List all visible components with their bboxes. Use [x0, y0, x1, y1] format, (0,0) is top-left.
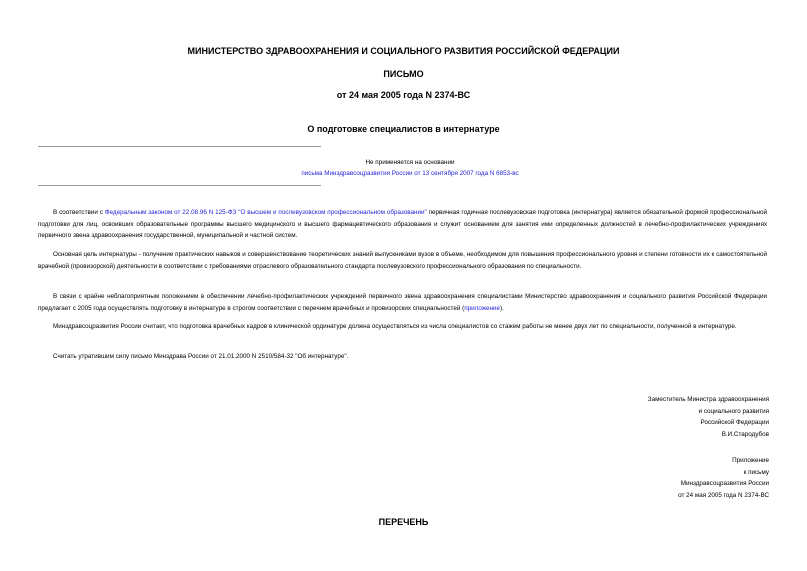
appendix-link[interactable]: приложение: [464, 304, 501, 312]
paragraph-text: первичная годичная послевузовская подготовка (интернатура) является обязательной формой профессиональной подготовки для лиц, освоивших образовательные программы высшего медицинского и высшего фармацевтического образования и служит основанием для занятия ими определенных должностей в лечебно-профилактических учреждениях первичного звена здравоохранения государственной, муниципальной и частной систем.: [38, 209, 767, 240]
signature-line: Заместитель Министра здравоохранения: [647, 396, 769, 403]
status-note-text: Не применяется на основании: [365, 159, 455, 166]
status-note-link[interactable]: письма Минздравсоцразвития России от 13 сентября 2007 года N 6853-вс: [301, 170, 519, 177]
signature-block: [648, 394, 769, 440]
signature-line: и социального развития: [698, 407, 769, 415]
list-title: ПЕРЕЧЕНЬ: [378, 517, 429, 527]
status-note-line2: [120, 168, 700, 179]
federal-law-link[interactable]: Федеральным законом от 22.08.96 N 125-ФЗ "О высшем и послевузовском профессиональном образовании": [104, 209, 427, 216]
body-paragraph-3: [38, 291, 767, 314]
appendix-line: Минздравсоцразвития России: [680, 480, 769, 487]
appendix-block: [678, 455, 769, 501]
document-subject: О подготовке специалистов в интернатуре: [307, 124, 500, 134]
paragraph-text: В соответствии с: [53, 209, 105, 216]
ministry-heading: МИНИСТЕРСТВО ЗДРАВООХРАНЕНИЯ И СОЦИАЛЬНОГО РАЗВИТИЯ РОССИЙСКОЙ ФЕДЕРАЦИИ: [187, 46, 620, 56]
signatory-name: В.И.Стародубов: [721, 430, 769, 438]
appendix-line: к письму: [743, 468, 769, 476]
signature-line: Российской Федерации: [700, 419, 769, 426]
divider-bottom: [38, 185, 321, 186]
body-paragraph-4: Минздравсоцразвития России считает, что подготовка врачебных кадров в клинической ординатуре должна осуществляться из числа специалистов со стажем работы не менее двух лет по специальности, полученной в интернатуре.: [53, 323, 737, 330]
body-paragraph-5: Считать утратившим силу письмо Минздрава России от 21.01.2000 N 2510/584-32 "Об интернатуре".: [53, 353, 349, 360]
body-paragraph-1: [38, 207, 767, 242]
divider-top: [38, 146, 321, 147]
body-paragraph-2: Основная цель интернатуры - получение практических навыков и совершенствование теоретических знаний выпускниками вузов в объеме, необходимом для повышения профессионального уровня и степени готовности их к самостоятельной врачебной (провизорской) деятельности в соответствии с требованиями отраслевого образовательного стандарта послевузовского профессионального образования по специальности.: [38, 251, 767, 270]
paragraph-text: В связи с крайне неблагоприятным положением в обеспечении лечебно-профилактических учреждений первичного звена здравоохранения специалистами Министерство здравоохранения и социального развития Российской Федерации предлагает с 2005 года осуществлять подготовку в интернатуре в строгом соответствии с перечнем врачебных и провизорских специальностей (: [38, 293, 767, 312]
document-type: ПИСЬМО: [383, 69, 424, 79]
document-date-number: от 24 мая 2005 года N 2374-ВС: [336, 90, 471, 100]
appendix-line: Приложение: [732, 457, 769, 464]
paragraph-text: ).: [500, 304, 504, 312]
appendix-line: от 24 мая 2005 года N 2374-ВС: [678, 491, 769, 499]
